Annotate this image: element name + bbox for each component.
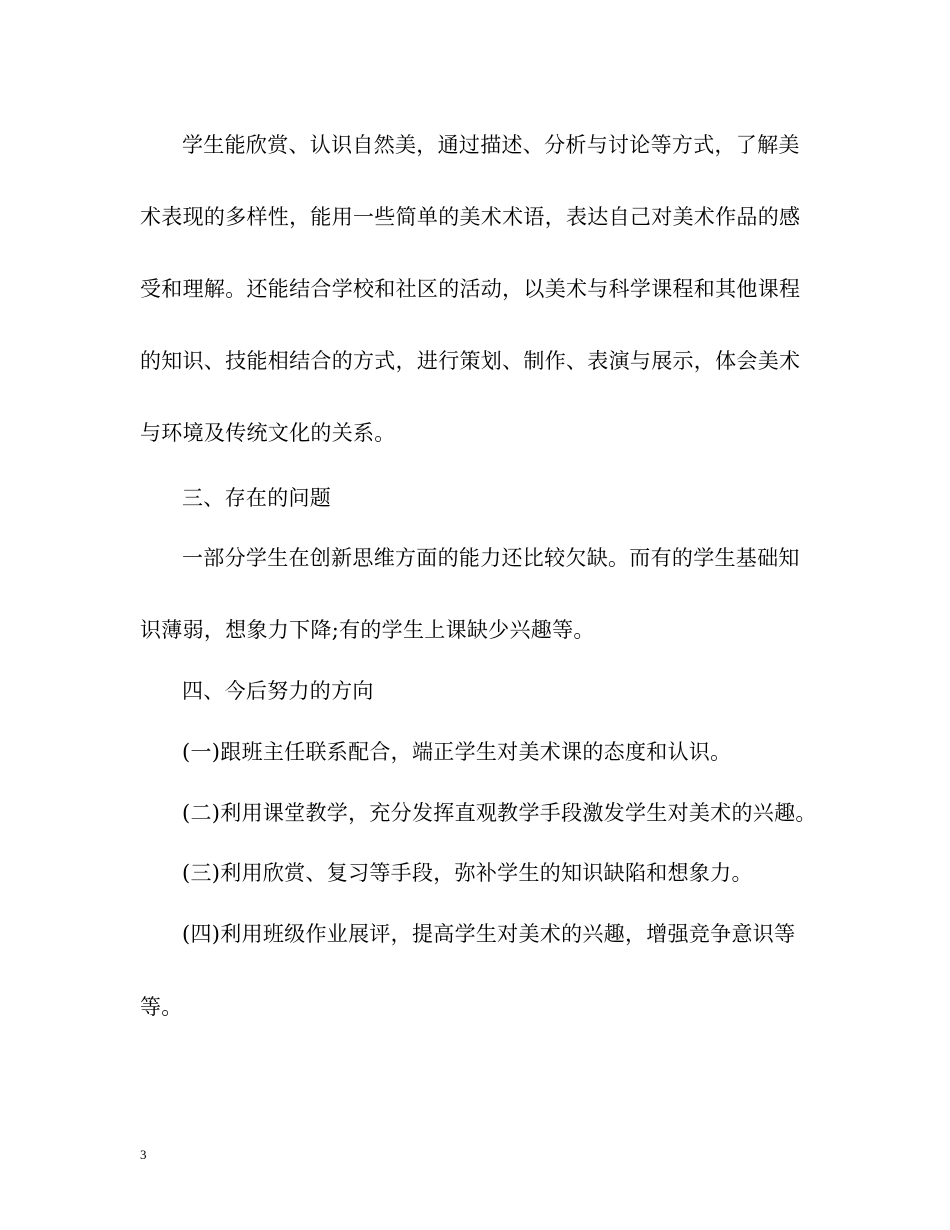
paragraph-line: 等。 <box>140 995 183 1019</box>
page-number: 3 <box>140 1147 147 1162</box>
list-item: (一)跟班主任联系配合，端正学生对美术课的态度和认识。 <box>182 740 732 764</box>
section-heading-direction: 四、今后努力的方向 <box>182 679 374 703</box>
list-item: (四)利用班级作业展评，提高学生对美术的兴趣，增强竞争意识等 <box>182 922 796 946</box>
paragraph-line: 识薄弱，想象力下降;有的学生上课缺少兴趣等。 <box>140 618 595 642</box>
paragraph-line: 术表现的多样性，能用一些简单的美术术语，表达自己对美术作品的感 <box>140 205 801 229</box>
paragraph-line: 受和理解。还能结合学校和社区的活动，以美术与科学课程和其他课程 <box>140 277 801 301</box>
paragraph-line: 与环境及传统文化的关系。 <box>140 421 396 445</box>
section-heading-problems: 三、存在的问题 <box>182 486 332 510</box>
paragraph-line: 学生能欣赏、认识自然美，通过描述、分析与讨论等方式，了解美 <box>182 133 800 157</box>
paragraph-line: 的知识、技能相结合的方式，进行策划、制作、表演与展示，体会美术 <box>140 349 801 373</box>
list-item: (三)利用欣赏、复习等手段，弥补学生的知识缺陷和想象力。 <box>182 861 753 885</box>
list-item: (二)利用课堂教学，充分发挥直观教学手段激发学生对美术的兴趣。 <box>182 801 817 825</box>
paragraph-line: 一部分学生在创新思维方面的能力还比较欠缺。而有的学生基础知 <box>182 546 800 570</box>
